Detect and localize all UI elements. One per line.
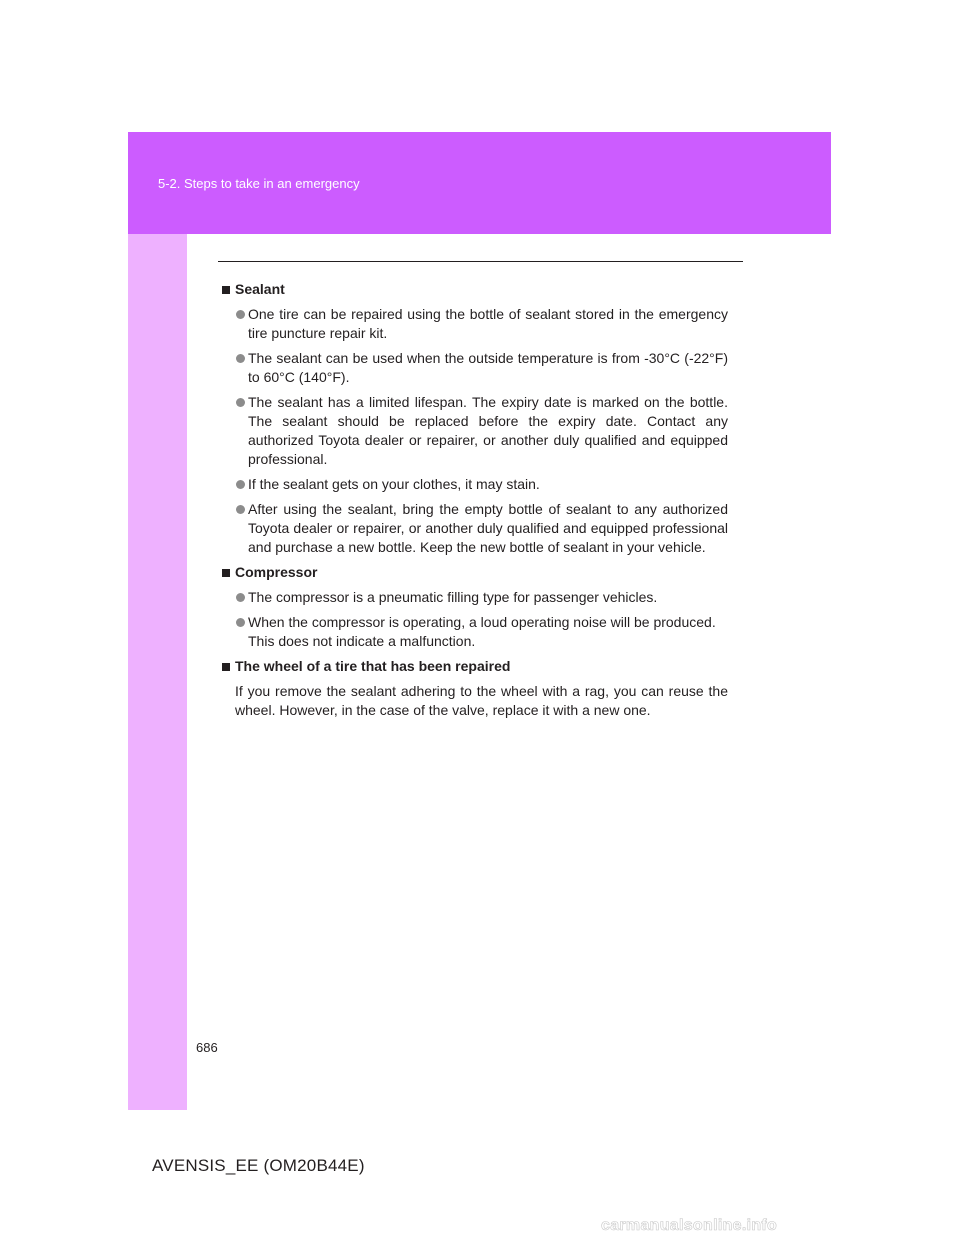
section-heading-label: Compressor	[235, 564, 318, 580]
square-bullet-icon	[222, 286, 230, 294]
section-heading-label: The wheel of a tire that has been repaired	[235, 658, 511, 674]
top-rule	[218, 261, 743, 262]
circle-bullet-icon	[236, 480, 245, 489]
circle-bullet-icon	[236, 398, 245, 407]
page-number: 686	[196, 1040, 218, 1055]
list-item	[222, 613, 728, 651]
watermark: carmanualsonline.info	[601, 1217, 778, 1234]
bullet-text: If the sealant gets on your clothes, it may stain.	[248, 476, 540, 492]
manual-code: AVENSIS_EE (OM20B44E)	[152, 1156, 365, 1175]
circle-bullet-icon	[236, 310, 245, 319]
circle-bullet-icon	[236, 618, 245, 627]
bullet-text: When the compressor is operating, a loud operating noise will be produced.	[248, 614, 716, 630]
list-item	[222, 475, 728, 494]
circle-bullet-icon	[236, 354, 245, 363]
list-item	[222, 588, 728, 607]
bullet-text: The sealant can be used when the outside temperature is from -30°C (-22°F) to 60°C (140°F).	[248, 350, 728, 385]
section-heading-sealant	[222, 280, 728, 299]
list-item	[222, 393, 728, 469]
circle-bullet-icon	[236, 505, 245, 514]
bullet-text: One tire can be repaired using the bottle of sealant stored in the emergency tire puncture repair kit.	[248, 306, 728, 341]
paragraph-text: If you remove the sealant adhering to the wheel with a rag, you can reuse the wheel. However, in the case of the valve, replace it with a new one.	[235, 683, 728, 718]
bullet-text: The sealant has a limited lifespan. The expiry date is marked on the bottle. The sealant should be replaced before the expiry date. Contact any authorized Toyota dealer or repairer, or another duly qualified and equipped professional.	[248, 394, 728, 467]
list-item	[222, 305, 728, 343]
section-heading-wheel	[222, 657, 728, 676]
list-item	[222, 500, 728, 557]
circle-bullet-icon	[236, 593, 245, 602]
section-heading-label: Sealant	[235, 281, 285, 297]
list-item	[222, 349, 728, 387]
square-bullet-icon	[222, 663, 230, 671]
content-area	[222, 280, 728, 720]
section-heading-compressor	[222, 563, 728, 582]
bullet-text: The compressor is a pneumatic filling type for passenger vehicles.	[248, 589, 658, 605]
paragraph	[222, 682, 728, 720]
section-title: 5-2. Steps to take in an emergency	[158, 176, 360, 191]
bullet-text: After using the sealant, bring the empty bottle of sealant to any authorized Toyota dealer or repairer, or another duly qualified and equipped professional and purchase a new bottle. Keep the new bottle of sealant in your vehicle.	[248, 501, 728, 555]
bullet-text-continued: This does not indicate a malfunction.	[248, 633, 476, 649]
square-bullet-icon	[222, 569, 230, 577]
side-band	[128, 234, 187, 1110]
